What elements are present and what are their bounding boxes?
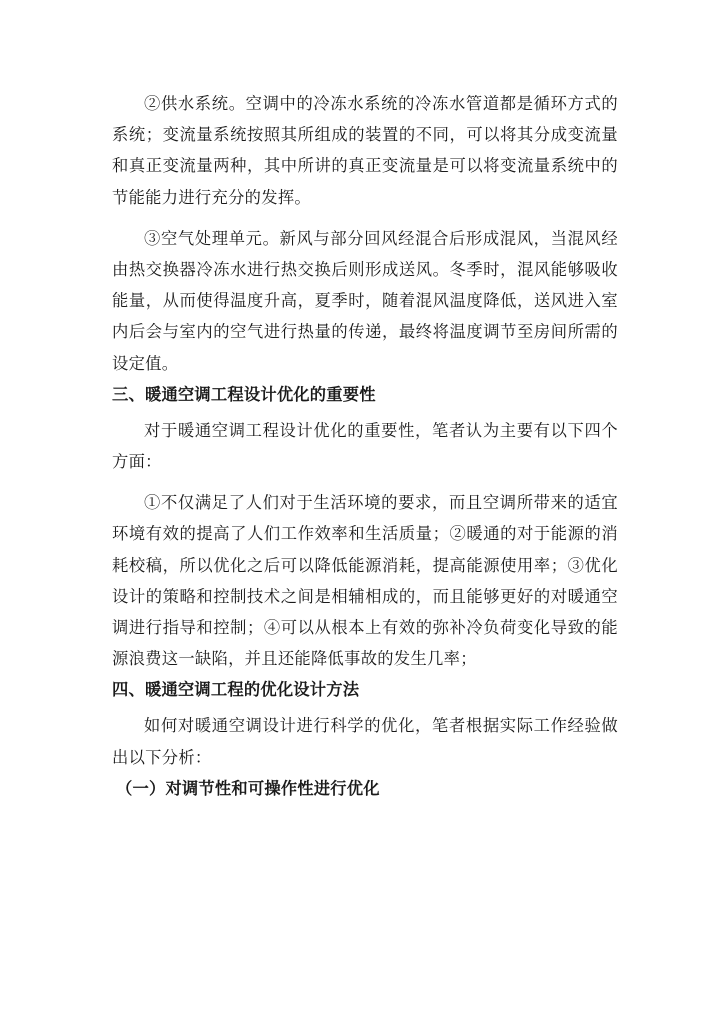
paragraph-gap (112, 477, 618, 487)
paragraph-importance-points: ①不仅满足了人们对于生活环境的要求，而且空调所带来的适宜环境有效的提高了人们工作效率和生活质量；②暖通的对于能源的消耗校稿，所以优化之后可以降低能源消耗，提高能源使用率；③优化设计的策略和控制技术之间是相辅相成的，而且能够更好的对暖通空调进行指导和控制；④可以从根本上有效的弥补冷负荷变化导致的能源浪费这一缺陷，并且还能降低事故的发生几率； (112, 493, 618, 669)
paragraph-air-handling-unit: ③空气处理单元。新风与部分回风经混合后形成混风，当混风经由热交换器冷冻水进行热交换后则形成送风。冬季时，混风能够吸收能量，从而使得温度升高，夏季时，随着混风温度降低，送风进入室内后会与室内的空气进行热量的传递，最终将温度调节至房间所需的设定值。 (112, 228, 618, 373)
paragraph-methods-intro: 如何对暖通空调设计进行科学的优化，笔者根据实际工作经验做出以下分析： (112, 716, 618, 767)
paragraph-importance-intro: 对于暖通空调工程设计优化的重要性，笔者认为主要有以下四个方面： (112, 420, 618, 472)
section-heading-methods: 四、暖通空调工程的优化设计方法 (112, 680, 360, 700)
document-page (112, 88, 618, 804)
section-heading-importance: 三、暖通空调工程设计优化的重要性 (112, 384, 376, 404)
paragraph-water-supply-system: ②供水系统。空调中的冷冻水系统的冷冻水管道都是循环方式的系统；变流量系统按照其所组成的装置的不同，可以将其分成变流量和真正变流量两种，其中所讲的真正变流量是可以将变流量系统中的节能能力进行充分的发挥。 (112, 94, 618, 207)
paragraph-gap (112, 213, 618, 223)
subsection-heading-adjustability: （一）对调节性和可操作性进行优化 (116, 778, 380, 798)
